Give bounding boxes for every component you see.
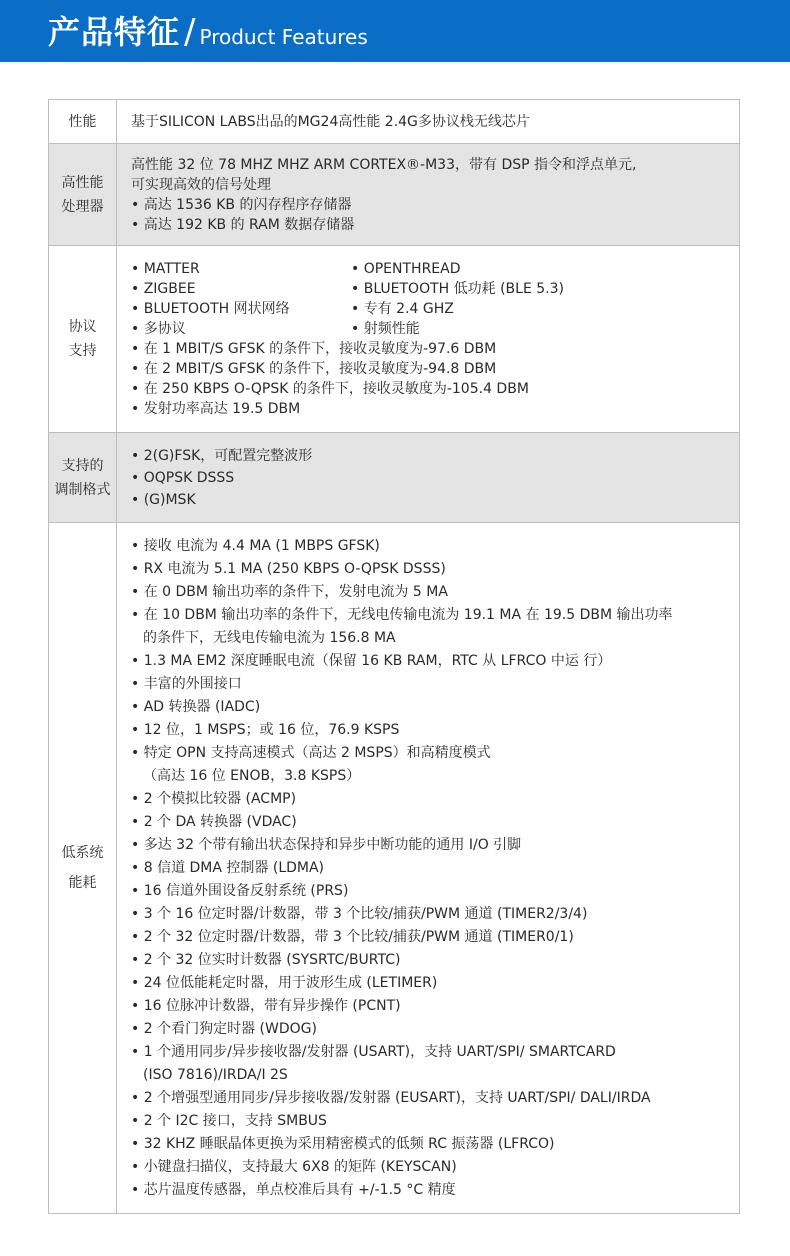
list-item: • 2 个模拟比较器 (ACMP) (131, 790, 297, 807)
table-row-processor (49, 144, 740, 246)
page-title: 产品特征 (48, 13, 181, 51)
list-item: • 3 个 16 位定时器/计数器，带 3 个比较/捕获/PWM 通道 (TIMER2/3/4) (131, 905, 588, 922)
row-content: 高性能 32 位 78 MHZ MHZ ARM CORTEX®-M33，带有 DSP 指令和浮点单元, 可实现高效的信号处理 • 高达 1536 KB 的闪存程序存储器 • 高达 192 KB 的 RAM 数据存储器 (117, 144, 740, 246)
features-table (48, 99, 740, 1214)
list-item: • 2 个 32 位定时器/计数器，带 3 个比较/捕获/PWM 通道 (TIMER0/1) (131, 928, 574, 945)
list-item: • BLUETOOTH 网状网络 • 专有 2.4 GHZ (131, 301, 454, 317)
list-item: • (G)MSK (131, 491, 196, 508)
table-row-performance (49, 100, 740, 144)
list-item: • 在 2 MBIT/S GFSK 的条件下，接收灵敏度为-94.8 DBM (131, 361, 497, 377)
row-content: 基于SILICON LABS出品的MG24高性能 2.4G多协议栈无线芯片 (117, 100, 740, 144)
list-item: • 接收 电流为 4.4 MA (1 MBPS GFSK) (131, 537, 380, 554)
row-content (117, 433, 740, 523)
list-item: • 2(G)FSK，可配置完整波形 (131, 447, 313, 464)
list-item: • 1 个通用同步/异步接收器/发射器 (USART)，支持 UART/SPI/ SMARTCARD (131, 1043, 616, 1060)
list-item: • 发射功率高达 19.5 DBM (131, 401, 301, 417)
list-item: • OQPSK DSSS (131, 469, 235, 486)
list-item: • 在 1 MBIT/S GFSK 的条件下，接收灵敏度为-97.6 DBM (131, 341, 497, 357)
row-label: 支持的 调制格式 (49, 433, 117, 523)
list-item: • AD 转换器 (IADC) (131, 698, 261, 715)
list-item: • 8 信道 DMA 控制器 (LDMA) (131, 859, 325, 876)
row-label: 低系统 能耗 (49, 523, 117, 1214)
row-content (117, 523, 740, 1214)
list-item: • 多达 32 个带有输出状态保持和异步中断功能的通用 I/O 引脚 (131, 836, 522, 853)
table-row-protocols (49, 246, 740, 433)
list-item: • 16 位脉冲计数器，带有异步操作 (PCNT) (131, 997, 401, 1014)
page-subtitle: Product Features (199, 25, 368, 49)
list-item: • MATTER • OPENTHREAD (131, 261, 461, 277)
list-item: • 在 0 DBM 输出功率的条件下，发射电流为 5 MA (131, 583, 448, 600)
list-item: • 在 250 KBPS O-QPSK 的条件下，接收灵敏度为-105.4 DBM (131, 381, 529, 397)
list-item: • 在 10 DBM 输出功率的条件下，无线电传输电流为 19.1 MA 在 19.5 DBM 输出功率 (131, 606, 673, 623)
list-item: • 小键盘扫描仪，支持最大 6X8 的矩阵 (KEYSCAN) (131, 1158, 457, 1175)
row-content (117, 246, 740, 433)
title-separator: / (184, 12, 196, 52)
list-item: • 芯片温度传感器，单点校准后具有 +/-1.5 °C 精度 (131, 1181, 456, 1198)
list-item: • 2 个增强型通用同步/异步接收器/发射器 (EUSART)，支持 UART/SPI/ DALI/IRDA (131, 1089, 651, 1106)
list-item: • 16 信道外围设备反射系统 (PRS) (131, 882, 349, 899)
list-item: • 12 位，1 MSPS；或 16 位，76.9 KSPS (131, 721, 400, 738)
list-item: • 1.3 MA EM2 深度睡眠电流（保留 16 KB RAM，RTC 从 LFRCO 中运 行） (131, 652, 612, 669)
list-item: • 2 个看门狗定时器 (WDOG) (131, 1020, 317, 1037)
table-row-low-power (49, 523, 740, 1214)
list-item: 的条件下，无线电传输电流为 156.8 MA (143, 629, 396, 646)
list-item: • 2 个 32 位实时计数器 (SYSRTC/BURTC) (131, 951, 401, 968)
list-item: • 2 个 I2C 接口，支持 SMBUS (131, 1112, 327, 1129)
row-label: 协议 支持 (49, 246, 117, 433)
list-item: • ZIGBEE • BLUETOOTH 低功耗 (BLE 5.3) (131, 281, 564, 297)
row-label: 高性能 处理器 (49, 144, 117, 246)
list-item: （高达 16 位 ENOB，3.8 KSPS） (143, 767, 361, 784)
list-item: • 特定 OPN 支持高速模式（高达 2 MSPS）和高精度模式 (131, 744, 491, 761)
list-item: • 32 KHZ 睡眠晶体更换为采用精密模式的低频 RC 振荡器 (LFRCO) (131, 1135, 555, 1152)
list-item: • 丰富的外围接口 (131, 675, 242, 692)
table-row-modulation (49, 433, 740, 523)
list-item: • 多协议 • 射频性能 (131, 321, 420, 337)
list-item: (ISO 7816)/IRDA/I 2S (143, 1066, 288, 1083)
header-banner (0, 0, 790, 62)
list-item: • 2 个 DA 转换器 (VDAC) (131, 813, 297, 830)
list-item: • RX 电流为 5.1 MA (250 KBPS O-QPSK DSSS) (131, 560, 446, 577)
row-label: 性能 (49, 100, 117, 144)
list-item: • 24 位低能耗定时器，用于波形生成 (LETIMER) (131, 974, 438, 991)
